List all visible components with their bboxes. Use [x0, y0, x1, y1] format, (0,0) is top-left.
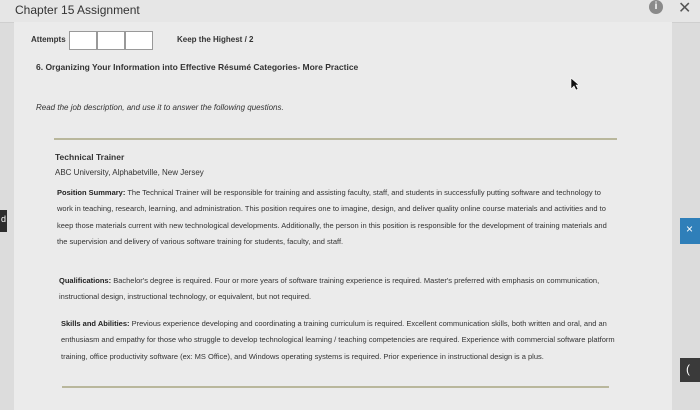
keep-highest-label: Keep the Highest / 2 [177, 35, 254, 44]
attempt-box-3 [125, 31, 153, 50]
left-edge-tab [0, 210, 7, 232]
right-edge-tab[interactable] [680, 358, 700, 382]
job-organization: ABC University, Alphabetville, New Jersey [55, 168, 204, 177]
info-icon[interactable]: i [649, 0, 663, 14]
position-summary-heading: Position Summary: [57, 188, 126, 197]
right-edge-glyph: ( [686, 362, 690, 376]
attempt-box-2 [97, 31, 125, 50]
attempts-label: Attempts [31, 35, 66, 44]
window-titlebar [0, 0, 700, 23]
right-edge-close-tab[interactable] [680, 218, 700, 244]
skills-and-abilities [61, 316, 616, 365]
qualifications [59, 273, 611, 306]
mouse-cursor-icon [570, 77, 580, 91]
qualifications-text: Bachelor's degree is required. Four or more years of software training experience is required. Master's preferred with emphasis on communication, instructional design, instructional technology, or equivalent, but not required. [59, 276, 600, 302]
divider-top [54, 138, 617, 140]
question-title: 6. Organizing Your Information into Effective Résumé Categories- More Practice [36, 62, 359, 72]
window-title: Chapter 15 Assignment [15, 3, 140, 17]
divider-bottom [62, 386, 609, 388]
skills-heading: Skills and Abilities: [61, 319, 130, 328]
skills-text: Previous experience developing and coordinating a training curriculum is required. Excellent communication skills, both written and oral, and an enthusiasm and empathy for those who struggle to develop technological learning / teaching competencies are required. Experience with commercial software platform training, office productivity software (ex: MS Office), and Windows operating systems is required. Prior experience in instructional design is a plus. [61, 319, 615, 361]
position-summary [57, 185, 609, 250]
job-title: Technical Trainer [55, 152, 125, 162]
right-edge-close-icon: × [686, 222, 694, 236]
left-edge-letter: d [1, 214, 7, 224]
qualifications-heading: Qualifications: [59, 276, 112, 285]
attempt-box-1 [69, 31, 97, 50]
assignment-page [14, 22, 672, 410]
position-summary-text: The Technical Trainer will be responsible for training and assisting faculty, staff, and students in successfully putting software and technology to work in teaching, research, learning, and administration. This position requires one to imagine, design, and deliver quality online course materials and activities and to keep those materials current with new technological developments. Additionally, the person in this position is responsible for the development of training materials and the supervision and delivery of various software training for students, faculty, and staff. [57, 188, 607, 246]
close-icon[interactable]: ✕ [678, 0, 692, 17]
question-instruction: Read the job description, and use it to answer the following questions. [36, 103, 284, 112]
